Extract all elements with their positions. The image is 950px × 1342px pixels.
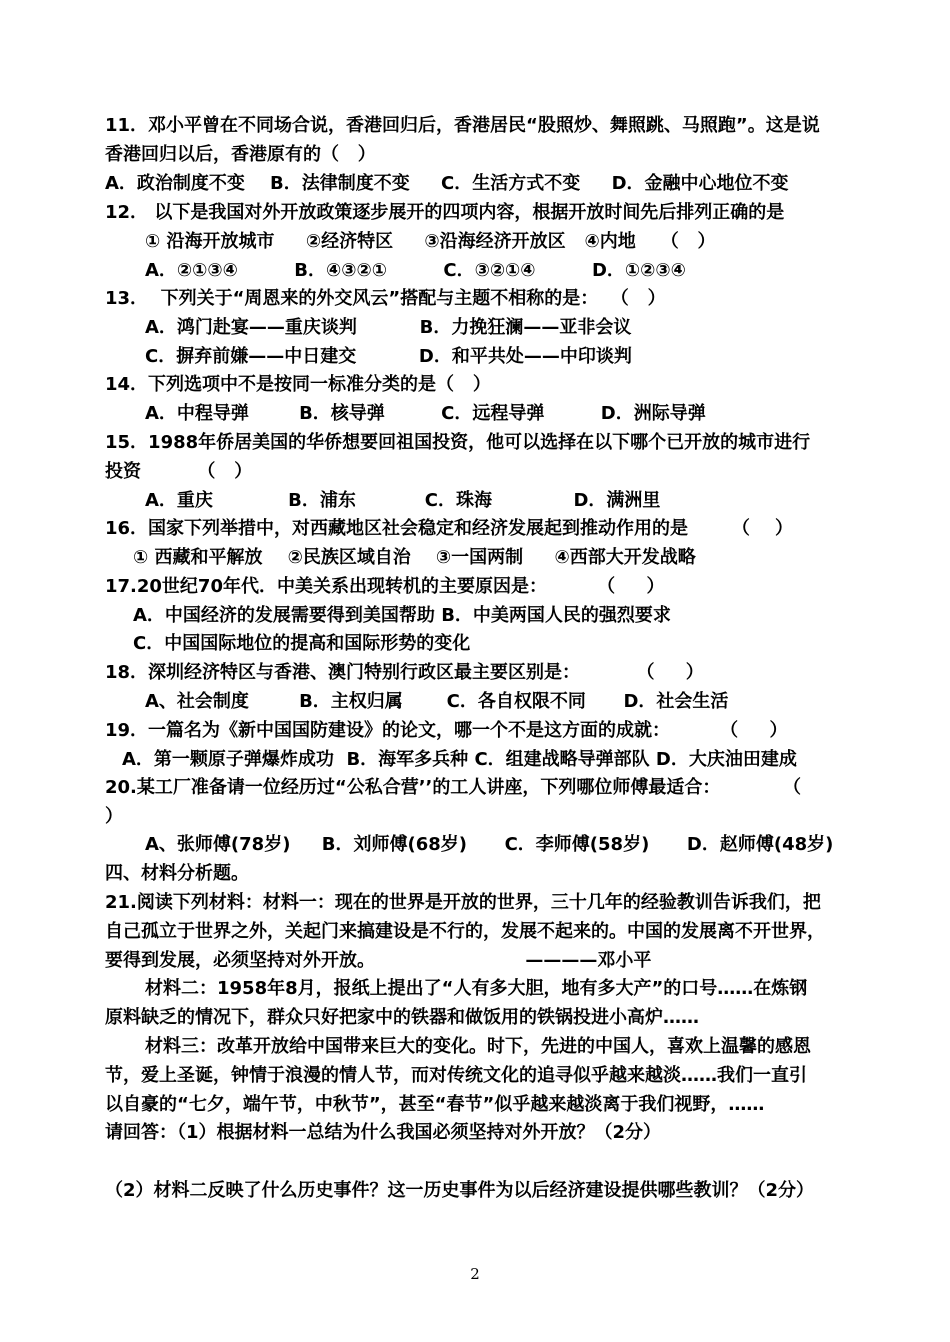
q13-stem: 13． 下列关于“周恩来的外交风云”搭配与主题不相称的是： （ ）: [105, 288, 666, 309]
q15-options: A．重庆 B．浦东 C．珠海 D．满洲里: [145, 490, 661, 511]
q18-stem: 18．深圳经济特区与香港、澳门特别行政区最主要区别是： （ ）: [105, 662, 704, 683]
q18-options: A、社会制度 B．主权归属 C．各自权限不同 D．社会生活: [145, 691, 729, 712]
q21-question1: 请回答：（1）根据材料一总结为什么我国必须坚持对外开放？（2分）: [105, 1122, 662, 1143]
q17-stem: 17.20世纪70年代．中美关系出现转机的主要原因是： （ ）: [105, 576, 665, 597]
q21-material1-l3: 要得到发展，必须坚持对外开放。 ————邓小平: [105, 950, 652, 971]
section-heading: 四、材料分析题。: [105, 863, 249, 884]
q21-question2: （2）材料二反映了什么历史事件？这一历史事件为以后经济建设提供哪些教训？（2分）: [105, 1180, 815, 1201]
q12-options: A．②①③④ B．④③②① C．③②①④ D．①②③④: [145, 260, 686, 281]
q21-material1: 21.阅读下列材料：材料一：现在的世界是开放的世界，三十几年的经验教训告诉我们，把: [105, 892, 821, 913]
q20-stem-cont: ）: [105, 806, 123, 827]
q16-stem: 16．国家下列举措中，对西藏地区社会稳定和经济发展起到推动作用的是 （ ）: [105, 518, 793, 539]
q21-material3-l2: 节，爱上圣诞，钟情于浪漫的情人节，而对传统文化的追寻似乎越来越淡……我们一直引: [105, 1065, 807, 1086]
q16-items: ① 西藏和平解放 ②民族区域自治 ③一国两制 ④西部大开发战略: [133, 547, 696, 568]
page-number: 2: [470, 1265, 480, 1283]
q15-stem: 15．1988年侨居美国的华侨想要回祖国投资，他可以选择在以下哪个已开放的城市进行: [105, 432, 811, 453]
q11-stem-cont: 香港回归以后，香港原有的（ ）: [105, 144, 376, 165]
q19-options: A．第一颗原子弹爆炸成功 B．海军多兵种 C．组建战略导弹部队 D．大庆油田建成: [122, 749, 797, 770]
q17-option-c: C．中国国际地位的提高和国际形势的变化: [133, 633, 471, 654]
q21-material2: 材料二：1958年8月，报纸上提出了“人有多大胆，地有多大产”的口号……在炼钢: [145, 978, 808, 999]
q15-stem-cont: 投资 （ ）: [105, 461, 253, 482]
q14-options: A．中程导弹 B．核导弹 C．远程导弹 D．洲际导弹: [145, 403, 706, 424]
q12-items: ① 沿海开放城市 ②经济特区 ③沿海经济开放区 ④内地 （ ）: [145, 231, 716, 252]
q19-stem: 19．一篇名为《新中国国防建设》的论文，哪一个不是这方面的成就： （ ）: [105, 720, 788, 741]
q20-stem: 20.某工厂准备请一位经历过“公私合营’’的工人讲座，下列哪位师傅最适合： （: [105, 777, 802, 798]
q13-options-ab: A．鸿门赴宴——重庆谈判 B．力挽狂澜——亚非会议: [145, 317, 632, 338]
q14-stem: 14．下列选项中不是按同一标准分类的是（ ）: [105, 374, 491, 395]
q21-material1-l2: 自己孤立于世界之外，关起门来搞建设是不行的，发展不起来的。中国的发展离不开世界，: [105, 921, 825, 942]
q20-options: A、张师傅(78岁) B．刘师傅(68岁) C．李师傅(58岁) D．赵师傅(48岁): [145, 834, 834, 855]
q12-stem: 12． 以下是我国对外开放政策逐步展开的四项内容，根据开放时间先后排列正确的是: [105, 202, 785, 223]
q17-options-ab: A．中国经济的发展需要得到美国帮助 B．中美两国人民的强烈要求: [133, 605, 671, 626]
q11-options: A．政治制度不变 B．法律制度不变 C．生活方式不变 D．金融中心地位不变: [105, 173, 789, 194]
q21-material3: 材料三：改革开放给中国带来巨大的变化。时下，先进的中国人，喜欢上温馨的感恩: [145, 1036, 811, 1057]
q13-options-cd: C．摒弃前嫌——中日建交 D．和平共处——中印谈判: [145, 346, 632, 367]
q11-stem: 11．邓小平曾在不同场合说，香港回归后，香港居民“股照炒、舞照跳、马照跑”。这是说: [105, 115, 820, 136]
q21-material2-l2: 原料缺乏的情况下，群众只好把家中的铁器和做饭用的铁锅投进小高炉……: [105, 1007, 699, 1028]
q21-material3-l3: 以自豪的“七夕，端午节，中秋节”，甚至“春节”似乎越来越淡离于我们视野，……: [105, 1094, 765, 1115]
